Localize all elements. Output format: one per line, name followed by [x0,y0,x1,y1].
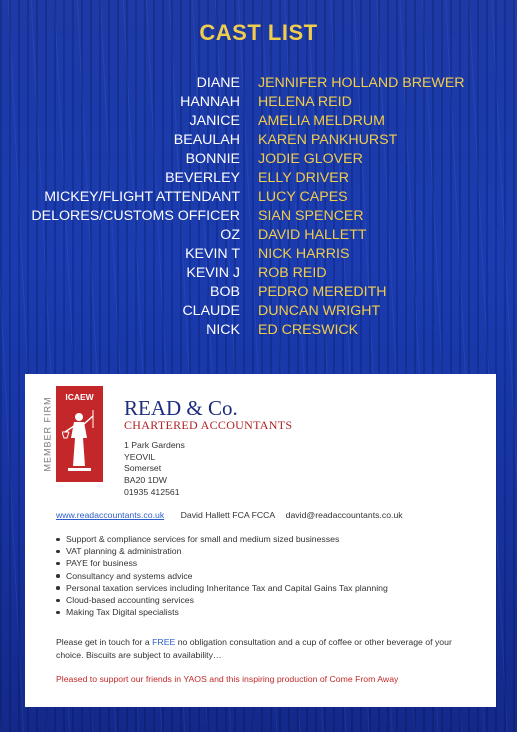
cast-row [0,321,517,340]
cast-actor: SIAN SPENCER [258,208,364,224]
icaew-member-firm-logo [39,386,105,482]
cast-role: BEVERLEY [165,170,240,186]
cast-role: CLAUDE [182,303,240,319]
cast-role: DELORES/CUSTOMS OFFICER [31,208,240,224]
cast-role: MICKEY/FLIGHT ATTENDANT [44,189,240,205]
cast-actor: JODIE GLOVER [258,151,363,167]
cast-role: BEAULAH [173,132,240,148]
cast-actor: ROB REID [258,265,327,281]
cast-list [0,74,517,340]
cast-role: DIANE [196,75,240,91]
cast-row [0,226,517,245]
website-link[interactable]: www.readaccountants.co.uk [56,510,165,520]
cast-actor: AMELIA MELDRUM [258,113,385,129]
cast-row [0,264,517,283]
free-highlight: FREE [152,637,176,647]
firm-name: READ & Co. [124,396,238,420]
cast-row [0,74,517,93]
service-item: PAYE for business [56,557,388,569]
cast-row [0,169,517,188]
cast-role: KEVIN T [185,246,240,262]
closing-text-start: Please get in touch for a [56,637,153,647]
postal-address [124,440,185,499]
advertisement-panel [25,374,496,707]
cast-actor: DAVID HALLETT [258,227,367,243]
phone-number: 01935 412561 [124,486,180,497]
cast-row [0,188,517,207]
service-item: Cloud-based accounting services [56,594,388,606]
cast-row [0,245,517,264]
justice-figure-icon [62,408,97,474]
email-address[interactable]: david@readaccountants.co.uk [285,510,403,520]
contact-line [56,510,403,520]
cast-row [0,283,517,302]
service-item: VAT planning & administration [56,545,388,557]
cast-actor: ELLY DRIVER [258,170,349,186]
service-item: Making Tax Digital specialists [56,606,388,618]
icaew-shield [56,386,103,482]
contact-name: David Hallett FCA FCCA [180,510,276,520]
cast-role: NICK [206,322,240,338]
cast-row [0,150,517,169]
closing-paragraph [56,636,481,661]
cast-role: HANNAH [180,94,240,110]
cast-actor: ED CRESWICK [258,322,359,338]
address-line: 1 Park Gardens [124,440,185,450]
cast-actor: KAREN PANKHURST [258,132,398,148]
cast-actor: HELENA REID [258,94,352,110]
cast-role: BONNIE [185,151,240,167]
cast-actor: JENNIFER HOLLAND BREWER [258,75,465,91]
member-firm-label: MEMBER FIRM [42,396,52,472]
service-item: Consultancy and systems advice [56,570,388,582]
firm-subtitle: CHARTERED ACCOUNTANTS [124,418,293,432]
cast-actor: LUCY CAPES [258,189,348,205]
cast-actor: NICK HARRIS [258,246,350,262]
cast-role: JANICE [189,113,240,129]
address-line: Somerset [124,463,162,474]
page-title: CAST LIST [199,20,318,45]
cast-row [0,93,517,112]
cast-role: KEVIN J [186,265,240,281]
services-list [56,533,388,618]
support-message: Pleased to support our friends in YAOS and this inspiring production of Come From Away [56,674,399,684]
cast-role: OZ [220,227,240,243]
cast-row [0,302,517,321]
service-item: Support & compliance services for small and medium sized businesses [56,533,388,545]
cast-actor: PEDRO MEREDITH [258,284,387,300]
icaew-label: ICAEW [65,392,94,402]
cast-row [0,207,517,226]
cast-row [0,131,517,150]
member-firm-ribbon [39,386,55,482]
cast-actor: DUNCAN WRIGHT [258,303,381,319]
cast-row [0,112,517,131]
closing-text-end: no obligation consultation and a cup of coffee or other beverage of your choice. Biscuits are subject to availability… [56,637,452,660]
cast-role: BOB [210,284,240,300]
address-line: YEOVIL [124,451,156,462]
address-line: BA20 1DW [124,475,167,486]
service-item: Personal taxation services including Inheritance Tax and Capital Gains Tax planning [56,582,388,594]
